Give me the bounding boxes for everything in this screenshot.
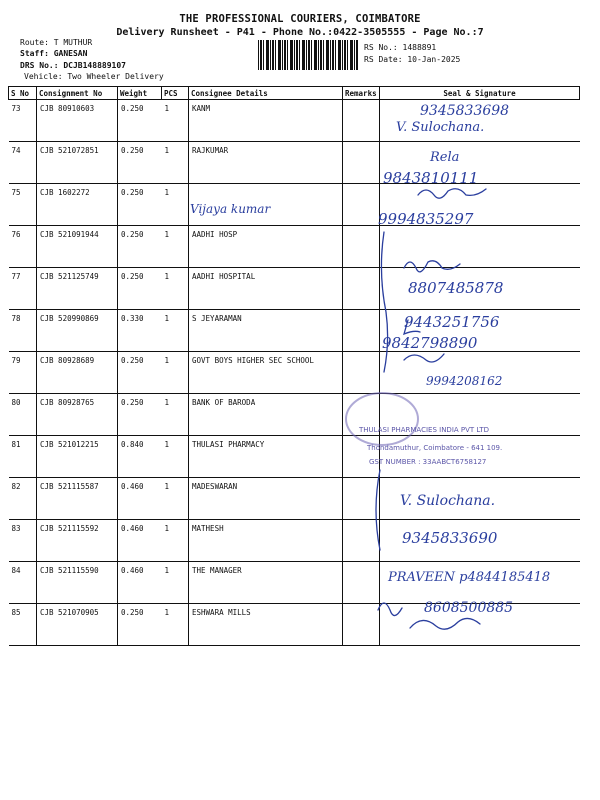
row-sno: 82 [9,478,37,520]
row-consignment-no: CJB 80928689 [37,352,118,394]
drs-label: DRS No.: DCJB148889107 [20,61,126,70]
bracket-mark [376,470,380,550]
row-consignee: THE MANAGER [189,562,343,604]
handwritten-phone: 9842798890 [382,334,478,352]
row-sno: 75 [9,184,37,226]
row-consignment-no: CJB 521091944 [37,226,118,268]
row-consignee: RAJKUMAR [189,142,343,184]
row-weight: 0.250 [118,394,162,436]
row-pcs: 1 [162,268,189,310]
signature-scribble [404,320,420,334]
row-consignment-no: CJB 1602272 [37,184,118,226]
row-pcs: 1 [162,226,189,268]
row-pcs: 1 [162,310,189,352]
signature-scribble [410,618,480,629]
col-header-consignee: Consignee Details [189,87,343,100]
col-header-signature: Seal & Signature [380,87,580,100]
row-weight: 0.250 [118,268,162,310]
row-consignee: MADESWARAN [189,478,343,520]
row-sno: 80 [9,394,37,436]
row-pcs: 1 [162,520,189,562]
row-consignment-no: CJB 521012215 [37,436,118,478]
row-consignment-no: CJB 80928765 [37,394,118,436]
row-consignment-no: CJB 520990869 [37,310,118,352]
company-stamp [345,392,557,474]
row-pcs: 1 [162,436,189,478]
rs-number: RS No.: 1488891 [364,43,437,52]
route-label: Route: T MUTHUR [20,38,93,47]
row-weight: 0.330 [118,310,162,352]
handwritten-signature: V. Sulochana. [400,493,496,509]
company-title: THE PROFESSIONAL COURIERS, COIMBATORE [179,13,421,25]
row-weight: 0.250 [118,100,162,142]
handwritten-phone: 9843810111 [383,169,479,187]
handwritten-signature: Rela [430,150,460,165]
row-sno: 74 [9,142,37,184]
vehicle-label: Vehicle: Two Wheeler Delivery [24,72,164,81]
stamp-line: THULASI PHARMACIES INDIA PVT LTD [359,426,490,434]
row-pcs: 1 [162,562,189,604]
row-consignee: AADHI HOSP [189,226,343,268]
row-weight: 0.250 [118,226,162,268]
stamp-line: Thondamuthur, Coimbatore - 641 109. [367,444,503,452]
handwritten-phone: 9994835297 [378,210,474,228]
row-sno: 85 [9,604,37,646]
row-consignment-no: CJB 521072851 [37,142,118,184]
col-header-sno: S No [9,87,37,100]
row-consignee: S JEYARAMAN [189,310,343,352]
row-consignment-no: CJB 521070905 [37,604,118,646]
handwritten-phone: 8608500885 [424,600,514,616]
row-pcs: 1 [162,604,189,646]
row-consignee: BANK OF BARODA [189,394,343,436]
row-sno: 84 [9,562,37,604]
row-weight: 0.250 [118,604,162,646]
row-consignment-no: CJB 521115587 [37,478,118,520]
handwritten-name: Vijaya kumar [190,202,271,216]
row-pcs: 1 [162,142,189,184]
row-sno: 73 [9,100,37,142]
row-consignment-no: CJB 80910603 [37,100,118,142]
col-header-weight: Weight [118,87,162,100]
row-consignee: GOVT BOYS HIGHER SEC SCHOOL [189,352,343,394]
col-header-remarks: Remarks [343,87,380,100]
row-consignee: THULASI PHARMACY [189,436,343,478]
staff-label: Staff: GANESAN [20,49,88,58]
row-weight: 0.250 [118,352,162,394]
row-weight: 0.840 [118,436,162,478]
signature-scribble [404,354,444,362]
signature-scribble [418,189,486,198]
row-pcs: 1 [162,478,189,520]
row-sno: 79 [9,352,37,394]
row-consignee: KANM [189,100,343,142]
row-sno: 83 [9,520,37,562]
row-sno: 81 [9,436,37,478]
row-consignment-no: CJB 521115592 [37,520,118,562]
row-pcs: 1 [162,352,189,394]
stamp-line: GST NUMBER : 33AABCT6758127 [369,458,487,466]
signature-scribble [378,603,402,616]
row-consignee: MATHESH [189,520,343,562]
col-header-pcs: PCS [162,87,189,100]
row-sno: 77 [9,268,37,310]
row-weight: 0.250 [118,142,162,184]
row-weight: 0.460 [118,520,162,562]
bracket-mark [381,232,387,372]
row-sno: 76 [9,226,37,268]
handwritten-signature: V. Sulochana. [396,120,485,135]
stamp-emblem [345,392,419,446]
row-pcs: 1 [162,394,189,436]
handwritten-phone: 8807485878 [408,279,504,297]
row-sno: 78 [9,310,37,352]
handwritten-phone: 9345833690 [402,529,498,547]
signature-scribble [404,261,460,272]
row-pcs: 1 [162,100,189,142]
row-consignment-no: CJB 521125749 [37,268,118,310]
rs-date: RS Date: 10-Jan-2025 [364,55,461,64]
handwritten-phone: 9345833698 [420,103,510,119]
handwritten-phone: 9443251756 [404,313,500,331]
handwritten-phone: 9994208162 [426,374,503,388]
row-pcs: 1 [162,184,189,226]
handwritten-name: PRAVEEN p4844185418 [388,570,551,585]
row-weight: 0.460 [118,478,162,520]
row-consignment-no: CJB 521115590 [37,562,118,604]
col-header-consignment: Consignment No [37,87,118,100]
row-weight: 0.460 [118,562,162,604]
runsheet-subtitle: Delivery Runsheet - P41 - Phone No.:0422-3505555 - Page No.:7 [116,27,484,38]
row-weight: 0.250 [118,184,162,226]
row-consignee: ESHWARA MILLS [189,604,343,646]
row-consignee: AADHI HOSPITAL [189,268,343,310]
